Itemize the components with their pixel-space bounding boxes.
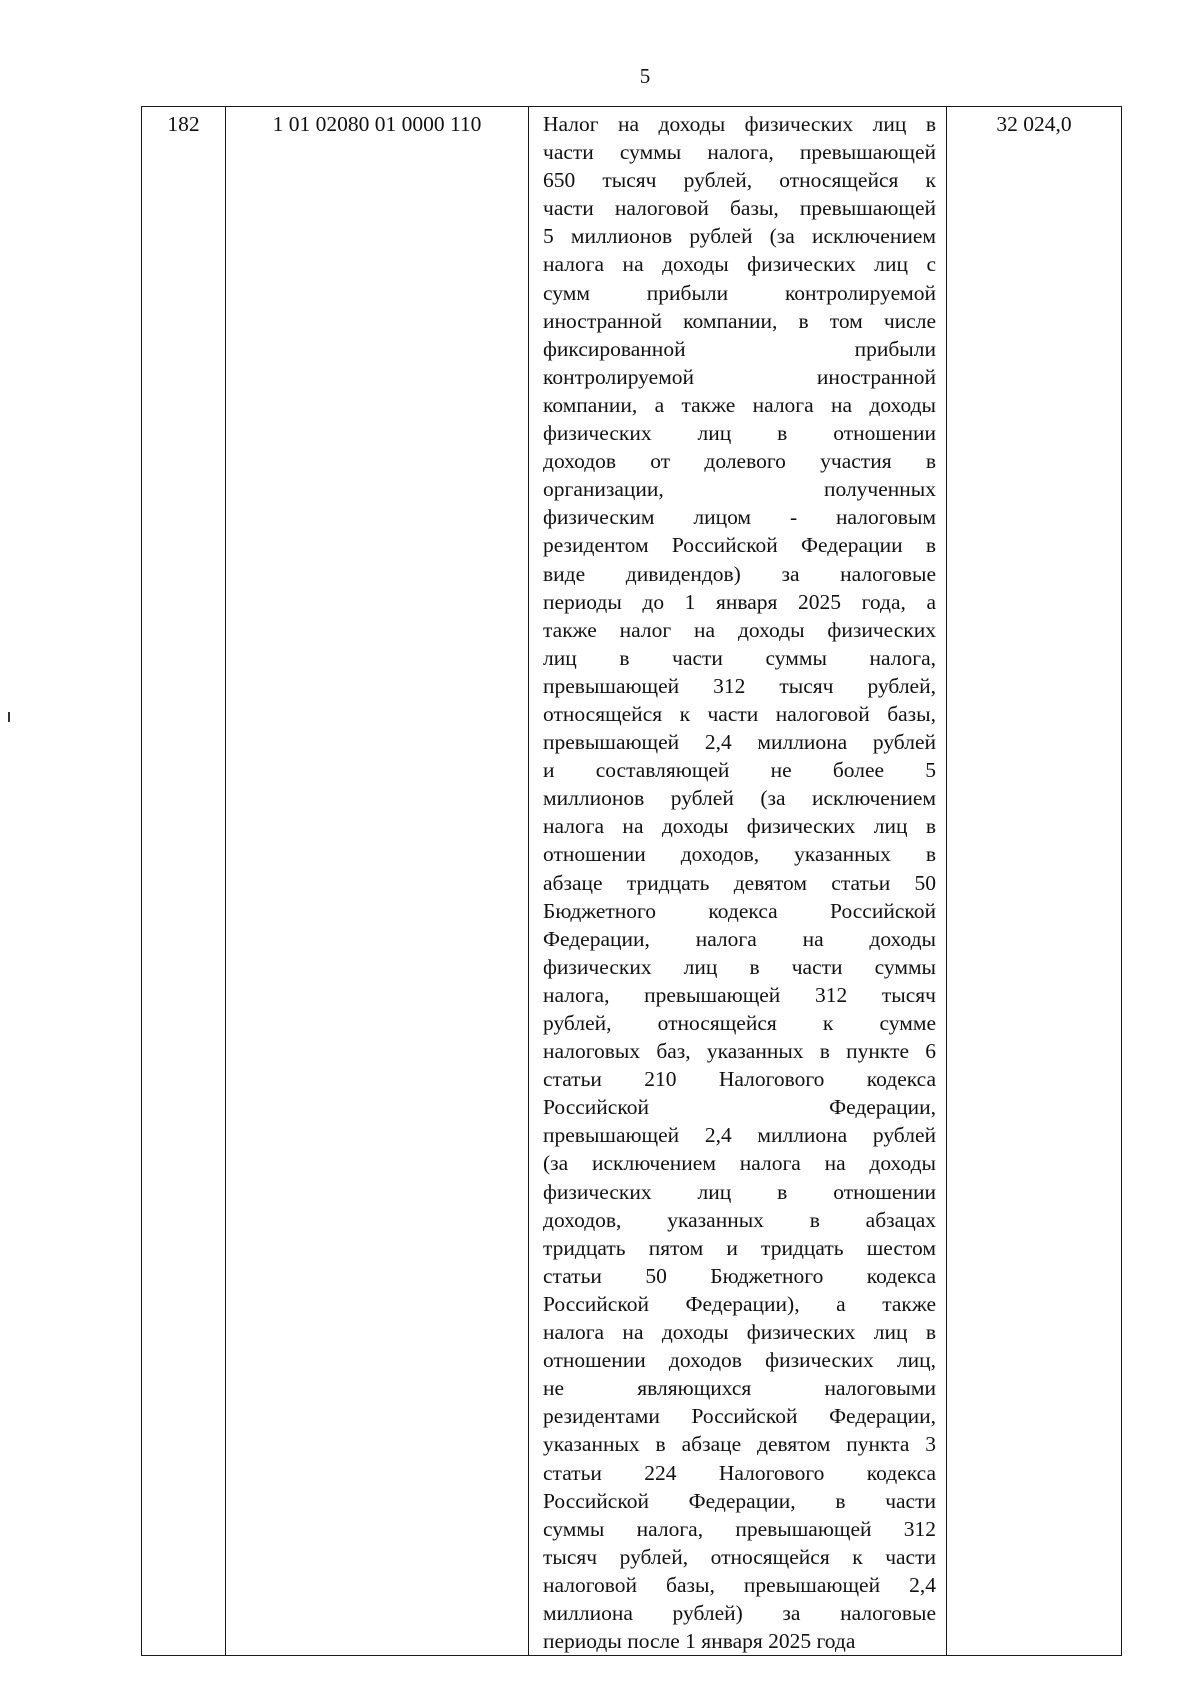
- description-line: миллионов рублей (за исключением: [543, 786, 936, 811]
- description-line: рублей, относящейся к сумме: [543, 1011, 936, 1035]
- description-line: контролируемой иностранной: [543, 364, 936, 389]
- description-line: не являющихся налоговыми: [543, 1376, 936, 1401]
- description-line: периоды до 1 января 2025 года, а: [543, 589, 936, 614]
- description-line: налога на доходы физических лиц в: [543, 814, 936, 839]
- page-number: 5: [639, 64, 651, 88]
- table-row: [142, 107, 1122, 1656]
- description-line: организации, полученных: [543, 477, 936, 502]
- description-line: Налог на доходы физических лиц в: [543, 112, 936, 136]
- description-line: миллиона рублей) за налоговые: [543, 1600, 936, 1625]
- description-line: фиксированной прибыли: [543, 336, 936, 361]
- description-line: лиц в части суммы налога,: [543, 645, 936, 670]
- description-line: статьи 210 Налогового кодекса: [543, 1067, 936, 1092]
- description-line: налоговой базы, превышающей 2,4: [543, 1572, 936, 1597]
- description-line: Федерации, налога на доходы: [543, 926, 936, 951]
- description-line: абзаце тридцать девятом статьи 50: [543, 870, 936, 895]
- description-line: также налог на доходы физических: [543, 617, 936, 642]
- description-line: превышающей 2,4 миллиона рублей: [543, 1123, 936, 1148]
- description-line: физическим лицом - налоговым: [543, 505, 936, 530]
- description-line: налога на доходы физических лиц с: [543, 252, 936, 277]
- description-text: [543, 110, 936, 1655]
- description-line: тридцать пятом и тридцать шестом: [543, 1235, 936, 1260]
- description-line: налога, превышающей 312 тысяч: [543, 982, 936, 1007]
- description-line: тысяч рублей, относящейся к части: [543, 1544, 936, 1569]
- budget-revenue-table: [141, 106, 1122, 1656]
- description-line: отношении доходов, указанных в: [543, 842, 936, 867]
- description-line: Российской Федерации, в части: [543, 1488, 936, 1513]
- description-line: части налоговой базы, превышающей: [543, 196, 936, 221]
- description-line: превышающей 2,4 миллиона рублей: [543, 730, 936, 755]
- description-line: Российской Федерации,: [543, 1095, 936, 1120]
- description-line: периоды после 1 января 2025 года: [543, 1629, 856, 1654]
- description-line: статьи 50 Бюджетного кодекса: [543, 1263, 936, 1288]
- margin-mark: [8, 712, 10, 722]
- description-line: резидентами Российской Федерации,: [543, 1404, 936, 1429]
- description-line: суммы налога, превышающей 312: [543, 1516, 936, 1541]
- description-line: относящейся к части налоговой базы,: [543, 701, 936, 726]
- description-line: резидентом Российской Федерации в: [543, 533, 936, 558]
- description-line: 650 тысяч рублей, относящейся к: [543, 168, 936, 193]
- description-line: физических лиц в отношении: [543, 1179, 936, 1204]
- description-line: сумм прибыли контролируемой: [543, 280, 936, 305]
- budget-classification-code-cell: 1 01 02080 01 0000 110: [226, 107, 529, 1656]
- description-line: физических лиц в части суммы: [543, 954, 936, 979]
- description-line: части суммы налога, превышающей: [543, 140, 936, 165]
- description-line: Российской Федерации), а также: [543, 1291, 936, 1316]
- description-line: превышающей 312 тысяч рублей,: [543, 673, 936, 698]
- description-line: иностранной компании, в том числе: [543, 308, 936, 333]
- description-line: виде дивидендов) за налоговые: [543, 561, 936, 586]
- amount-cell: 32 024,0: [947, 107, 1122, 1656]
- description-line: доходов, указанных в абзацах: [543, 1207, 936, 1232]
- description-line: физических лиц в отношении: [543, 421, 936, 446]
- description-line: указанных в абзаце девятом пункта 3: [543, 1432, 936, 1457]
- description-line: (за исключением налога на доходы: [543, 1151, 936, 1176]
- description-line: налоговых баз, указанных в пункте 6: [543, 1039, 936, 1064]
- description-line: доходов от долевого участия в: [543, 449, 936, 474]
- description-line: Бюджетного кодекса Российской: [543, 898, 936, 923]
- administrator-code-cell: 182: [142, 107, 226, 1656]
- description-line: налога на доходы физических лиц в: [543, 1320, 936, 1345]
- description-line: 5 миллионов рублей (за исключением: [543, 224, 936, 249]
- description-line: статьи 224 Налогового кодекса: [543, 1460, 936, 1485]
- revenue-description-cell: [529, 107, 947, 1656]
- description-line: отношении доходов физических лиц,: [543, 1348, 936, 1373]
- description-line: компании, а также налога на доходы: [543, 392, 936, 417]
- description-line: и составляющей не более 5: [543, 758, 936, 783]
